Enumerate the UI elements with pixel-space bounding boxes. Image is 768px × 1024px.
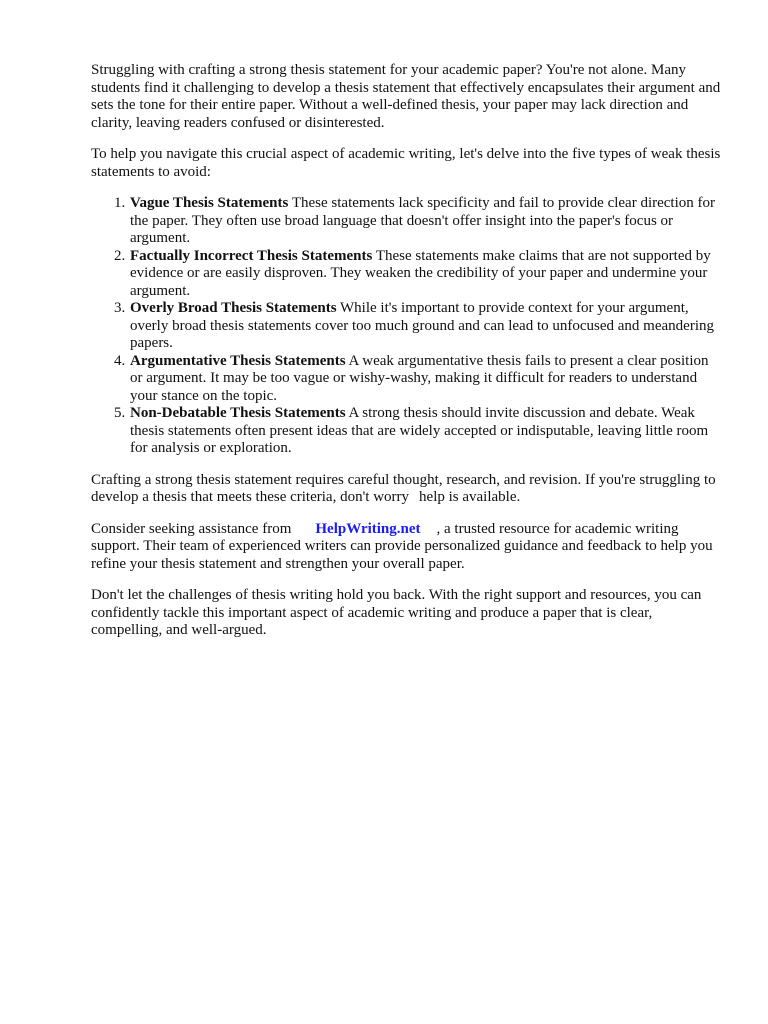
- list-item-description: These statements make claims that are not supported by evidence or are easily disproven. They weaken the credibility of your paper and undermine your argument.: [130, 247, 711, 299]
- closing-paragraph: Don't let the challenges of thesis writing hold you back. With the right support and resources, you can confidently tackle this important aspect of academic writing and produce a paper that is clear, compelling, and well-argued.: [91, 587, 702, 638]
- assistance-prefix: Consider seeking assistance from: [91, 520, 292, 537]
- list-item-description: A strong thesis should invite discussion and debate. Weak thesis statements often present ideas that are widely accepted or indisputable, leaving little room for analysis or exploration.: [130, 405, 709, 456]
- crafting-text-part1: Crafting a strong thesis statement requires careful thought, research, and revision. If you're struggling to develop a thesis that meets these criteria, don't worry: [91, 471, 716, 505]
- crafting-paragraph: [91, 472, 721, 507]
- list-item-description: These statements lack specificity and fail to provide clear direction for the paper. They often use broad language that doesn't offer insight into the paper's focus or argument.: [130, 195, 716, 246]
- assistance-suffix: , a trusted resource for academic writing support. Their team of experienced writers can provide personalized guidance and feedback to help you refine your thesis statement and strengthen your overall paper.: [91, 520, 713, 572]
- list-item-term: Argumentative Thesis Statements: [130, 352, 346, 369]
- document-body: [91, 62, 721, 654]
- list-intro-paragraph: To help you navigate this crucial aspect of academic writing, let's delve into the five types of weak thesis statements to avoid:: [91, 146, 721, 180]
- list-item: [129, 248, 721, 301]
- list-item-term: Non-Debatable Thesis Statements: [130, 405, 346, 421]
- list-item: [129, 300, 721, 353]
- list-item: [129, 405, 721, 458]
- list-item-term: Overly Broad Thesis Statements: [130, 300, 337, 316]
- list-item-term: Vague Thesis Statements: [130, 195, 289, 211]
- list-item-term: Factually Incorrect Thesis Statements: [130, 247, 373, 264]
- assistance-paragraph: [91, 521, 721, 574]
- list-item-description: A weak argumentative thesis fails to present a clear position or argument. It may be too vague or wishy-washy, making it difficult for readers to understand your stance on the topic.: [130, 352, 709, 404]
- intro-paragraph: Struggling with crafting a strong thesis statement for your academic paper? You're not alone. Many students find it challenging to develop a thesis statement that effectively encapsulates their argument and sets the tone for their entire paper. Without a well-defined thesis, your paper may lack direction and clarity, leaving readers confused or disinterested.: [91, 62, 721, 131]
- list-item: [129, 195, 721, 248]
- list-item: [129, 353, 721, 406]
- list-item-description: While it's important to provide context for your argument, overly broad thesis statements cover too much ground and can lead to unfocused and meandering papers.: [130, 300, 714, 351]
- crafting-text-part2: help is available.: [419, 489, 521, 505]
- weak-thesis-types-list: [91, 195, 721, 458]
- helpwriting-link[interactable]: HelpWriting.net: [315, 520, 421, 537]
